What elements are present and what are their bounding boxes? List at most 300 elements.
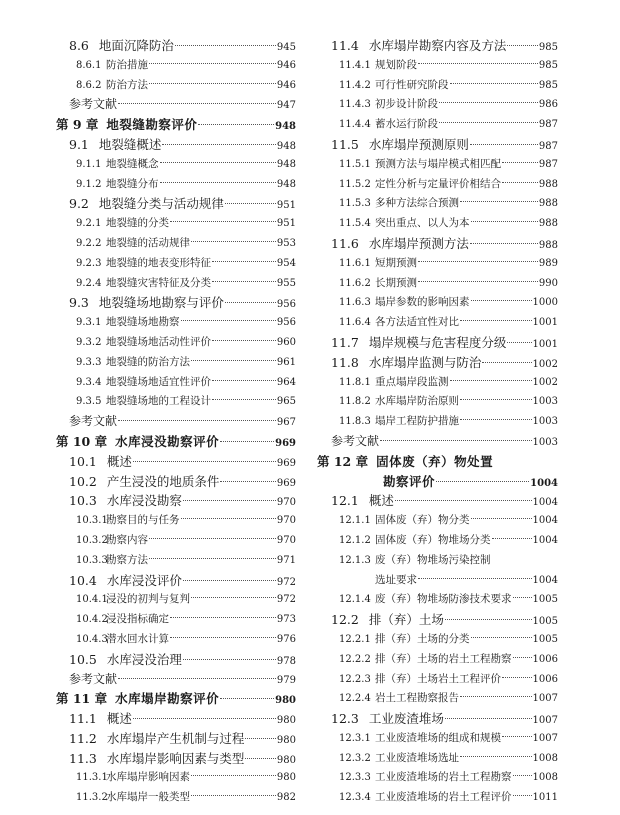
toc-entry-section[interactable] [56,650,296,670]
toc-entry-subsection[interactable] [331,175,558,195]
toc-entry-title: 地裂缝场地的工程设计 [106,395,211,408]
toc-entry-subsection[interactable] [56,590,296,610]
dot-leader [418,261,538,262]
toc-entry-page-number: 953 [276,237,296,249]
toc-entry-number: 10.2 [69,473,97,489]
toc-entry-section[interactable] [56,293,296,313]
dot-leader [470,243,538,244]
toc-entry-title: 水库浸没勘察评价 [115,433,220,449]
toc-entry-number: 10.1 [69,453,97,469]
toc-entry-number: 11.6.4 [339,317,371,329]
toc-entry-page-number: 970 [276,534,296,546]
toc-entry-page-number: 988 [538,198,558,210]
toc-entry-title: 参考文献 [69,414,118,429]
toc-entry-title: 概述 [106,711,132,727]
toc-entry-page-number: 980 [275,695,296,707]
toc-entry-number: 12.1.1 [339,515,371,527]
toc-entry-number: 12.3.4 [339,792,371,804]
toc-entry-subsection[interactable] [331,313,558,333]
toc-entry-page-number: 1004 [532,574,558,586]
toc-entry-number: 11.8 [331,354,359,370]
toc-entry-number: 11.4.1 [339,59,371,71]
toc-entry-subsection[interactable] [331,194,558,214]
toc-entry-number: 10.3 [69,493,97,509]
toc-entry-title: 勘察评价 [383,473,436,489]
dot-leader [198,124,274,125]
toc-entry-section[interactable] [331,333,558,353]
toc-entry-title: 水库塌岸影响因素与类型 [106,750,245,766]
toc-entry-number: 9.2.2 [76,237,102,249]
toc-entry-subsection[interactable] [56,234,296,254]
toc-entry-subsection[interactable] [331,511,558,531]
toc-entry-number: 11.4 [331,38,359,53]
dot-leader [212,380,276,381]
toc-entry-page-number: 946 [276,79,296,91]
toc-entry-subsection[interactable] [331,531,558,551]
toc-entry-title: 突出重点、以人为本 [375,217,470,230]
toc-entry-number: 12.1.3 [339,554,371,566]
toc-entry-subsection[interactable] [56,333,296,353]
toc-entry-number: 12.3.3 [339,772,371,784]
toc-entry-title: 水库塌岸勘察评价 [115,691,220,707]
toc-entry-number: 10.3.1 [76,515,108,527]
dot-leader [175,45,276,46]
toc-entry-number: 12.3.1 [339,732,371,744]
dot-leader [395,500,532,501]
toc-entry-ref[interactable] [56,412,296,432]
toc-entry-page-number: 987 [538,140,558,152]
dot-leader [170,637,276,638]
toc-entry-number: 9.3.2 [76,336,102,348]
toc-entry-number: 11.8.1 [339,376,371,388]
dot-leader [212,281,276,282]
toc-entry-section[interactable] [56,135,296,155]
toc-entry-chapter-cont[interactable] [331,472,558,492]
toc-entry-subsection[interactable] [331,95,558,115]
toc-entry-number: 9.1 [69,136,89,152]
toc-entry-title: 地裂缝概述 [98,136,162,152]
toc-entry-page-number: 980 [276,754,296,766]
toc-entry-number: 11.4.2 [339,79,371,91]
toc-entry-number: 12.2.4 [339,693,371,705]
dot-leader [482,362,531,363]
toc-entry-subsection[interactable] [331,115,558,135]
dot-leader [460,756,532,757]
toc-right-column [317,36,558,808]
dot-leader [245,758,276,759]
toc-entry-title: 参考文献 [69,97,118,112]
dot-leader [513,795,532,796]
toc-entry-number: 10.5 [69,651,97,667]
dot-leader [460,696,532,697]
toc-entry-section[interactable] [56,729,296,749]
toc-entry-title: 工业废渣堆场选址 [375,751,459,764]
toc-entry-number: 11.4.3 [339,99,371,111]
toc-entry-subsection[interactable] [56,551,296,571]
toc-entry-number: 11.5.3 [339,198,371,210]
toc-entry-subsection[interactable] [331,768,558,788]
toc-entry-subsection[interactable] [331,788,558,808]
toc-entry-subsection[interactable] [331,293,558,313]
dot-leader [212,261,276,262]
toc-entry-subsection[interactable] [56,76,296,96]
toc-entry-title: 防治措施 [106,58,148,71]
toc-entry-subsection[interactable] [331,274,558,294]
dot-leader [162,144,276,145]
dot-leader [460,320,532,321]
dot-leader [133,718,276,719]
dot-leader [513,597,532,598]
toc-entry-title: 定性分析与定量评价相结合 [375,177,501,190]
toc-entry-title: 参考文献 [69,671,118,686]
toc-entry-section[interactable] [331,135,558,155]
toc-entry-subsection[interactable] [331,729,558,749]
toc-entry-title: 塌岸规模与危害程度分级 [368,334,507,350]
dot-leader [502,162,538,163]
toc-entry-subsection[interactable] [331,76,558,96]
toc-entry-number: 12.2 [331,612,359,628]
dot-leader [149,558,276,559]
dot-leader [118,420,276,421]
toc-entry-page-number: 1002 [532,358,558,370]
toc-entry-title: 工业废渣堆场的岩土工程勘察 [375,771,512,784]
toc-entry-title: 排（弃）土场的分类 [375,632,470,645]
toc-entry-subsection[interactable] [56,788,296,808]
dot-leader [191,597,276,598]
dot-leader [212,399,276,400]
toc-entry-section[interactable] [331,234,558,254]
toc-entry-page-number: 1007 [532,732,558,744]
toc-entry-title: 短期预测 [375,256,417,269]
dot-leader [513,775,532,776]
toc-entry-title: 排（弃）土场的岩土工程勘察 [375,652,512,665]
toc-entry-number: 11.5.2 [339,178,371,190]
toc-entry-number: 11.5 [331,136,359,152]
dot-leader [170,617,276,618]
toc-entry-subsection[interactable] [56,155,296,175]
toc-entry-title: 产生浸没的地质条件 [106,473,220,489]
toc-entry-page-number: 1006 [532,653,558,665]
toc-entry-number: 11.6.1 [339,257,371,269]
toc-entry-title: 废（弃）物堆场防渗技术要求 [375,593,512,606]
toc-entry-title: 地面沉降防治 [98,38,174,53]
toc-entry-chapter[interactable] [56,432,296,452]
dot-leader [170,221,276,222]
toc-entry-number: 11.3.1 [76,772,108,784]
toc-entry-number: 第 9 章 [56,117,99,133]
toc-entry-page-number: 1002 [532,376,558,388]
toc-entry-page-number: 961 [276,356,296,368]
toc-entry-title: 地裂缝场地勘察与评价 [98,295,224,311]
toc-entry-page-number: 1001 [532,338,558,350]
toc-entry-page-number: 971 [276,554,296,566]
toc-entry-page-number: 990 [538,277,558,289]
toc-entry-subsection[interactable] [331,214,558,234]
dot-leader [502,677,532,678]
toc-entry-page-number: 964 [276,376,296,388]
toc-entry-page-number: 1007 [532,715,558,727]
toc-entry-subsection[interactable] [56,630,296,650]
dot-leader [507,342,531,343]
toc-entry-title: 地裂缝场地勘察 [106,316,180,329]
toc-entry-subsection[interactable] [56,313,296,333]
toc-entry-page-number: 956 [276,299,296,311]
toc-entry-subsection[interactable] [56,392,296,412]
toc-entry-chapter[interactable] [56,689,296,709]
dot-leader [418,281,538,282]
toc-entry-title: 可行性研究阶段 [375,78,449,91]
toc-entry-number: 9.1.2 [76,178,102,190]
toc-entry-section[interactable] [56,749,296,769]
toc-entry-subsection[interactable] [331,689,558,709]
dot-leader [507,45,538,46]
toc-entry-subsection[interactable] [331,590,558,610]
toc-entry-subsection[interactable] [56,768,296,788]
toc-entry-title: 地裂缝概念 [106,157,159,170]
toc-entry-page-number: 976 [276,633,296,645]
dot-leader [445,718,532,719]
dot-leader [149,63,276,64]
toc-entry-number: 11.8.2 [339,396,371,408]
dot-leader [460,419,532,420]
toc-entry-subsection[interactable] [331,155,558,175]
toc-entry-number: 9.3.3 [76,356,102,368]
toc-entry-number: 8.6 [69,38,89,53]
toc-entry-page-number: 951 [276,218,296,230]
dot-leader [470,144,538,145]
dot-leader [118,103,276,104]
dot-leader [471,221,538,222]
toc-entry-subsection[interactable] [331,392,558,412]
toc-entry-title: 多种方法综合预测 [375,197,459,210]
toc-entry-title: 防治方法 [106,78,148,91]
toc-entry-subsection[interactable] [56,353,296,373]
toc-entry-number: 10.3.3 [76,554,108,566]
toc-entry-number: 10.3.2 [76,534,108,546]
toc-entry-number: 10.4.2 [76,614,108,626]
toc-entry-page-number: 980 [276,772,296,784]
toc-entry-page-number: 979 [276,674,296,686]
dot-leader [183,659,276,660]
toc-entry-number: 11.8.3 [339,416,371,428]
toc-entry-section[interactable] [56,194,296,214]
toc-entry-title: 工业废渣堆场的组成和规模 [375,731,501,744]
toc-entry-subsection[interactable] [331,749,558,769]
dot-leader [502,736,532,737]
toc-entry-section[interactable] [56,491,296,511]
toc-entry-title: 水库浸没治理 [106,651,182,667]
toc-entry-number: 11.6 [331,235,359,251]
toc-entry-page-number: 969 [276,457,296,469]
toc-entry-title: 水库浸没评价 [106,572,182,588]
toc-entry-title: 地裂缝分布 [106,177,159,190]
dot-leader [191,360,276,361]
toc-entry-section[interactable] [331,353,558,373]
toc-entry-page-number: 948 [276,140,296,152]
toc-entry-number: 9.2 [69,196,89,212]
toc-entry-title: 水库浸没勘察 [106,493,182,509]
toc-entry-subsection[interactable] [56,214,296,234]
toc-entry-subsection[interactable] [56,175,296,195]
toc-entry-section[interactable] [331,709,558,729]
dot-leader [181,320,276,321]
toc-entry-page-number: 970 [276,497,296,509]
toc-entry-page-number: 1008 [532,772,558,784]
dot-leader [160,182,276,183]
dot-leader [149,83,276,84]
toc-entry-page-number: 1004 [530,477,558,489]
toc-entry-subsection[interactable] [331,650,558,670]
toc-entry-page-number: 980 [276,715,296,727]
toc-entry-title: 水库塌岸防治原则 [375,395,459,408]
toc-entry-subsection[interactable] [331,670,558,690]
toc-entry-page-number: 1004 [532,515,558,527]
toc-entry-page-number: 946 [276,59,296,71]
toc-entry-number: 12.3 [331,711,359,727]
toc-entry-page-number: 987 [538,158,558,170]
toc-entry-subsection[interactable] [56,274,296,294]
toc-entry-chapter[interactable] [56,115,296,135]
toc-entry-section[interactable] [331,36,558,56]
dot-leader [220,481,276,482]
toc-entry-title: 地裂缝的地表变形特征 [106,256,211,269]
toc-entry-chapter-head[interactable] [317,452,558,472]
toc-entry-title: 浸没的初判与复判 [106,593,190,606]
toc-entry-title: 地裂缝勘察评价 [106,117,198,133]
dot-leader [225,302,276,303]
dot-leader [118,678,276,679]
toc-entry-page-number: 954 [276,257,296,269]
dot-leader [471,300,532,301]
toc-entry-title: 概述 [368,493,394,509]
toc-entry-title: 水库塌岸预测原则 [368,136,469,152]
toc-entry-number: 10.4.3 [76,633,108,645]
toc-entry-page-number: 1005 [532,633,558,645]
toc-entry-ref[interactable] [56,95,296,115]
toc-entry-section[interactable] [56,709,296,729]
dot-leader [245,738,276,739]
toc-entry-title: 地裂缝场地活动性评价 [106,335,211,348]
toc-entry-page-number: 960 [276,336,296,348]
dot-leader [212,340,276,341]
toc-entry-subsection-cont[interactable] [331,571,558,591]
toc-entry-number: 9.1.1 [76,158,102,170]
toc-entry-title: 水库塌岸监测与防治 [368,354,482,370]
toc-entry-number: 9.3.1 [76,317,102,329]
toc-entry-page-number: 1004 [532,497,558,509]
dot-leader [133,461,276,462]
toc-entry-subsection[interactable] [56,511,296,531]
toc-entry-subsection[interactable] [56,610,296,630]
toc-entry-page-number: 985 [538,59,558,71]
toc-entry-page-number: 965 [276,396,296,408]
toc-entry-number: 9.2.4 [76,277,102,289]
dot-leader [502,182,538,183]
toc-entry-number: 10.4.1 [76,594,108,606]
toc-entry-number: 11.4.4 [339,119,371,131]
toc-entry-page-number: 948 [276,158,296,170]
toc-entry-page-number: 948 [276,178,296,190]
toc-entry-number: 8.6.2 [76,79,102,91]
toc-entry-page-number: 1001 [532,317,558,329]
dot-leader [220,441,274,442]
dot-leader [380,440,532,441]
toc-entry-section[interactable] [56,452,296,472]
toc-entry-number: 11.3 [69,750,97,766]
toc-entry-subsection[interactable] [56,56,296,76]
toc-entry-page-number: 1003 [532,416,558,428]
toc-entry-title: 排（弃）土场岩土工程评价 [375,672,501,685]
toc-entry-title: 初步设计阶段 [375,98,438,111]
toc-entry-title: 固体废（弃）物处置 [376,453,494,469]
toc-entry-number: 8.6.1 [76,59,102,71]
toc-entry-title: 排（弃）土场 [368,612,444,628]
toc-entry-page-number: 947 [276,100,296,112]
toc-entry-page-number: 956 [276,317,296,329]
toc-entry-title: 概述 [106,453,132,469]
toc-entry-number: 12.3.2 [339,752,371,764]
dot-leader [181,518,276,519]
toc-entry-page-number: 988 [538,239,558,251]
dot-leader [439,102,538,103]
dot-leader [460,201,538,202]
toc-entry-section[interactable] [331,610,558,630]
toc-entry-page-number: 986 [538,99,558,111]
toc-entry-page-number: 948 [275,121,296,133]
toc-entry-subsection[interactable] [331,630,558,650]
toc-entry-subsection[interactable] [331,254,558,274]
toc-entry-subsection[interactable] [331,56,558,76]
toc-entry-number: 11.6.3 [339,297,371,309]
toc-entry-page-number: 973 [276,614,296,626]
toc-entry-subsection[interactable] [331,412,558,432]
toc-entry-number: 11.7 [331,334,359,350]
toc-entry-page-number: 985 [538,42,558,53]
toc-entry-subsection-head[interactable] [331,551,558,571]
toc-entry-subsection[interactable] [56,373,296,393]
toc-entry-title: 地裂缝场地适宜性评价 [106,375,211,388]
toc-entry-page-number: 1003 [532,396,558,408]
dot-leader [436,481,529,482]
toc-entry-title: 塌岸参数的影响因素 [375,296,470,309]
toc-entry-page-number: 987 [538,119,558,131]
toc-entry-number: 第 10 章 [56,433,108,449]
toc-entry-title: 参考文献 [331,433,380,448]
toc-entry-title: 水库塌岸勘察内容及方法 [368,38,507,53]
toc-entry-section[interactable] [331,491,558,511]
toc-entry-subsection[interactable] [331,373,558,393]
dot-leader [183,500,276,501]
toc-entry-section[interactable] [56,472,296,492]
toc-entry-subsection[interactable] [56,531,296,551]
toc-entry-page-number: 955 [276,277,296,289]
toc-entry-section[interactable] [56,571,296,591]
toc-entry-ref[interactable] [56,670,296,690]
toc-entry-title: 地裂缝分类与活动规律 [98,196,224,212]
toc-entry-number: 12.2.2 [339,653,371,665]
toc-entry-section[interactable] [56,36,296,56]
dot-leader [492,538,532,539]
toc-entry-title: 塌岸工程防护措施 [375,415,459,428]
toc-entry-title: 地裂缝的分类 [106,217,169,230]
toc-entry-subsection[interactable] [56,254,296,274]
dot-leader [191,241,276,242]
toc-entry-number: 9.3.5 [76,396,102,408]
toc-entry-page-number: 1006 [532,673,558,685]
toc-entry-title: 潜水回水计算 [106,632,169,645]
toc-entry-ref[interactable] [331,432,558,452]
dot-leader [439,122,538,123]
